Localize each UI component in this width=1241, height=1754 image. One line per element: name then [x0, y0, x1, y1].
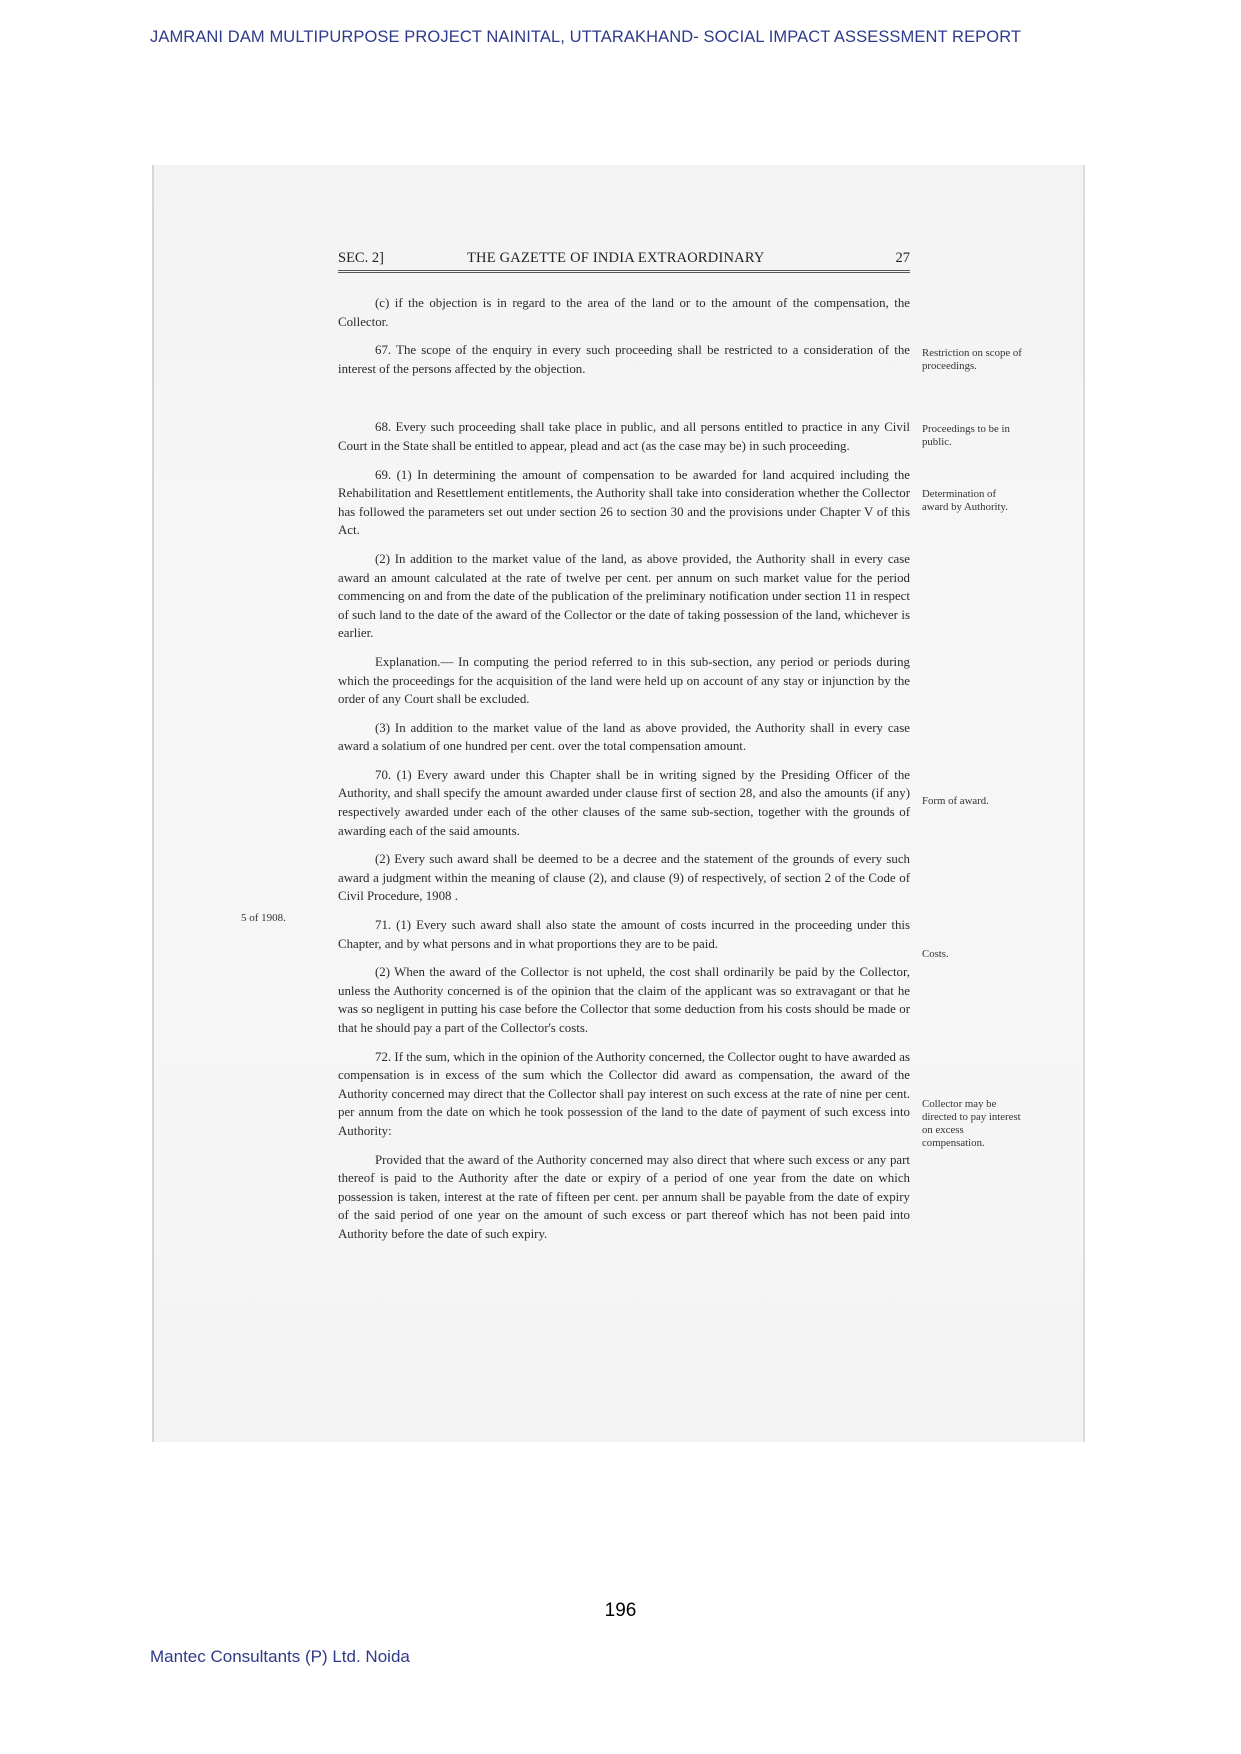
marginal-note-costs: Costs.: [922, 948, 949, 960]
section-70-1: 70. (1) Every award under this Chapter shall be in writing signed by the Presiding Officer of the Authority, and shall specify the amount awarded under clause first of section 28, and also the amounts (if any) respectively awarded under each of the other clauses of the same sub-section, together with the grounds of awarding each of the said amounts.: [338, 767, 910, 838]
gazette-title: THE GAZETTE OF INDIA EXTRAORDINARY: [467, 250, 765, 266]
footer-company: Mantec Consultants (P) Ltd. Noida: [150, 1647, 410, 1666]
section-70-2: (2) Every such award shall be deemed to be a decree and the statement of the grounds of every such award a judgment within the meaning of clause (2), and clause (9) of respectively, of section 2 of the Code of Civil Procedure, 1908 .: [338, 852, 910, 904]
page-number: 196: [604, 1600, 637, 1621]
gazette-page-number: 27: [895, 250, 910, 266]
marginal-note-public: Proceedings to be in public.: [922, 423, 1010, 448]
section-68: 68. Every such proceeding shall take place in public, and all persons entitled to practice in any Civil Court in the State shall be entitled to appear, plead and act (as the case may be) in such proceeding.: [338, 420, 910, 453]
marginal-note-collector-interest: Collector may be directed to pay interest on excess compensation.: [922, 1098, 1021, 1149]
section-71-2: (2) When the award of the Collector is not upheld, the cost shall ordinarily be paid by the Collector, unless the Authority concerned is of the opinion that the claim of the applicant was so extravagant or that he was so negligent in putting his case before the Collector that some deduction from his costs should be made or that he should pay a part of the Collector's costs.: [338, 965, 910, 1035]
gazette-body: [338, 294, 910, 1254]
marginal-note-determination: Determination of award by Authority.: [922, 488, 1008, 513]
section-69-2: (2) In addition to the market value of the land, as above provided, the Authority shall in every case award an amount calculated at the rate of twelve per cent. per annum on such market value for the period commencing on and from the date of the publication of the preliminary notification under section 11 in respect of such land to the date of the award of the Collector or the date of taking possession of the land, whichever is earlier.: [338, 551, 910, 641]
section-69-3: (3) In addition to the market value of the land as above provided, the Authority shall in every case award a solatium of one hundred per cent. over the total compensation amount.: [338, 720, 910, 754]
report-header-title: JAMRANI DAM MULTIPURPOSE PROJECT NAINITAL, UTTARAKHAND- SOCIAL IMPACT ASSESSMENT REPORT: [150, 28, 1022, 46]
gazette-section: SEC. 2]: [338, 250, 384, 266]
section-72-proviso: Provided that the award of the Authority concerned may also direct that where such excess or any part thereof is paid to the Authority after the date or expiry of a period of one year from the date on which possession is taken, interest at the rate of fifteen per cent. per annum shall be payable from the date of expiry of the said period of one year on the amount of such excess or part thereof which has not been paid into Authority before the date of such expiry.: [338, 1152, 910, 1241]
section-67: 67. The scope of the enquiry in every such proceeding shall be restricted to a consideration of the interest of the persons affected by the objection.: [338, 343, 910, 376]
marginal-note-restriction: Restriction on scope of proceedings.: [922, 347, 1022, 372]
left-margin-note: 5 of 1908.: [241, 912, 286, 924]
section-72: 72. If the sum, which in the opinion of the Authority concerned, the Collector ought to have awarded as compensation is in excess of the sum which the Collector did award as compensation, the award of the Authority concerned may direct that the Collector shall pay interest on such excess at the rate of nine per cent. per annum from the date on which he took possession of the land to the date of payment of such excess into Authority:: [338, 1049, 910, 1138]
section-69-explanation: Explanation.— In computing the period referred to in this sub-section, any period or periods during which the proceedings for the acquisition of the land were held up on account of any stay or injunction by the order of any Court shall be excluded.: [338, 654, 910, 707]
marginal-note-form: Form of award.: [922, 795, 989, 807]
section-71-1: 71. (1) Every such award shall also state the amount of costs incurred in the proceeding under this Chapter, and by what persons and in what proportions they are to be paid.: [338, 918, 910, 951]
section-69-1: 69. (1) In determining the amount of compensation to be awarded for land acquired including the Rehabilitation and Resettlement entitlements, the Authority shall take into consideration whether the Collector has followed the parameters set out under section 26 to section 30 and the provisions under Chapter V of this Act.: [338, 467, 910, 538]
gazette-header: [338, 250, 910, 273]
clause-c: (c) if the objection is in regard to the area of the land or to the amount of the compensation, the Collector.: [338, 296, 910, 329]
